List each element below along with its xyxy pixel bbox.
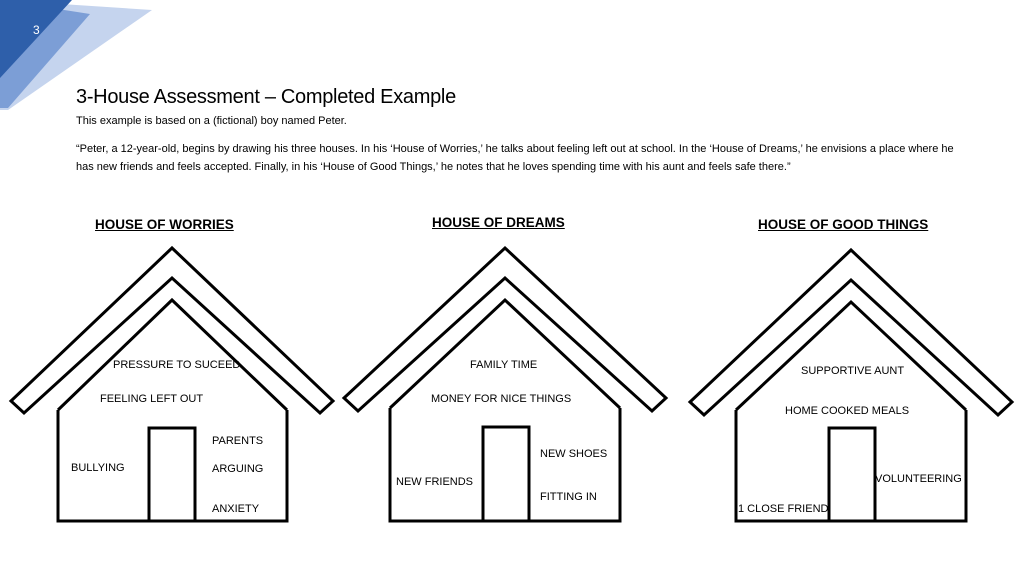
example-quote: “Peter, a 12-year-old, begins by drawing his three houses. In his ‘House of Worries,’ he talks about feeling left out at school. In the ‘House of Dreams,’ he envisions a place where he has new friends and feels accepted. Finally, in his ‘House of Good Things,’ he notes that he loves spending time with his aunt and feels safe there.”: [76, 143, 954, 173]
subtitle: This example is based on a (fictional) boy named Peter.: [76, 115, 347, 127]
worries-label: FEELING LEFT OUT: [100, 393, 204, 405]
worries-label: BULLYING: [71, 462, 125, 474]
dreams-label: MONEY FOR NICE THINGS: [431, 393, 572, 405]
dreams-label: FAMILY TIME: [470, 359, 538, 371]
page-number: 3: [33, 23, 40, 37]
house-of-good-things-drawing: [690, 250, 1012, 521]
worries-label: PRESSURE TO SUCEED: [113, 359, 241, 371]
heading-house-of-good-things: HOUSE OF GOOD THINGS: [758, 217, 929, 232]
dreams-label: FITTING IN: [540, 491, 597, 503]
house-of-worries-drawing: [11, 248, 333, 521]
heading-house-of-dreams: HOUSE OF DREAMS: [432, 215, 565, 230]
good-things-label: VOLUNTEERING: [875, 473, 962, 485]
page-title: 3-House Assessment – Completed Example: [76, 86, 456, 108]
heading-house-of-worries: HOUSE OF WORRIES: [95, 217, 234, 232]
dreams-label: NEW SHOES: [540, 448, 608, 460]
good-things-label: HOME COOKED MEALS: [785, 405, 910, 417]
house-of-dreams-drawing: [344, 248, 666, 521]
good-things-label: 1 CLOSE FRIEND: [738, 503, 829, 515]
worries-label: ARGUING: [212, 463, 264, 475]
worries-label: ANXIETY: [212, 503, 260, 515]
good-things-label: SUPPORTIVE AUNT: [801, 365, 905, 377]
worries-label: PARENTS: [212, 435, 264, 447]
dreams-label: NEW FRIENDS: [396, 476, 473, 488]
